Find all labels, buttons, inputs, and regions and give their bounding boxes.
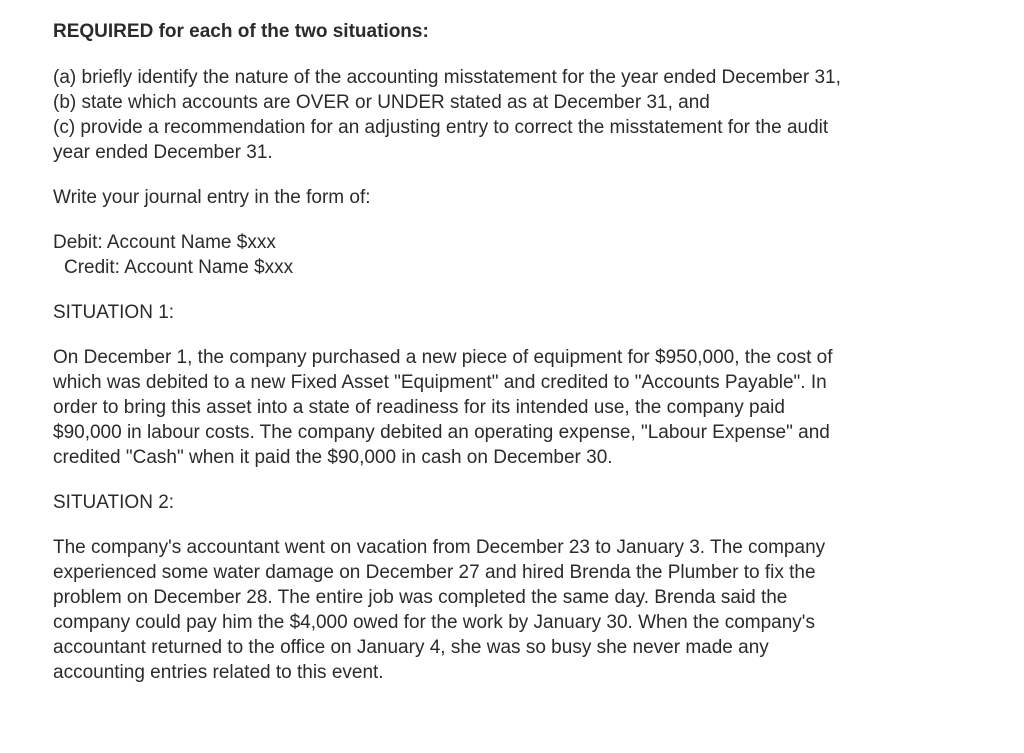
journal-instruction: Write your journal entry in the form of: bbox=[53, 187, 371, 208]
assignment-document bbox=[53, 19, 853, 705]
requirement-b: (b) state which accounts are OVER or UNDER stated as at December 31, and bbox=[53, 92, 710, 113]
journal-format bbox=[53, 230, 853, 280]
situation2-body: The company's accountant went on vacation from December 23 to January 3. The company experienced some water damage on December 27 and hired Brenda the Plumber to fix the problem on December 28. The entire job was completed the same day. Brenda said the company could pay him the $4,000 owed for the work by January 30. When the company's accountant returned to the office on January 4, she was so busy she never made any accounting entries related to this event. bbox=[53, 537, 826, 683]
requirements-list bbox=[53, 65, 853, 165]
situation2-title: SITUATION 2: bbox=[53, 492, 175, 513]
situation1-title: SITUATION 1: bbox=[53, 302, 175, 323]
requirement-a: (a) briefly identify the nature of the accounting misstatement for the year ended December 31, bbox=[53, 67, 841, 88]
required-heading: REQUIRED for each of the two situations: bbox=[53, 21, 429, 42]
journal-credit-line: Credit: Account Name $xxx bbox=[64, 257, 294, 278]
requirement-c: (c) provide a recommendation for an adjusting entry to correct the misstatement for the audit year ended December 31. bbox=[53, 117, 829, 163]
journal-debit-line: Debit: Account Name $xxx bbox=[53, 232, 276, 253]
situation1-body: On December 1, the company purchased a new piece of equipment for $950,000, the cost of which was debited to a new Fixed Asset "Equipment" and credited to "Accounts Payable". In order to bring this asset into a state of readiness for its intended use, the company paid $90,000 in labour costs. The company debited an operating expense, "Labour Expense" and credited "Cash" when it paid the $90,000 in cash on December 30. bbox=[53, 347, 833, 468]
